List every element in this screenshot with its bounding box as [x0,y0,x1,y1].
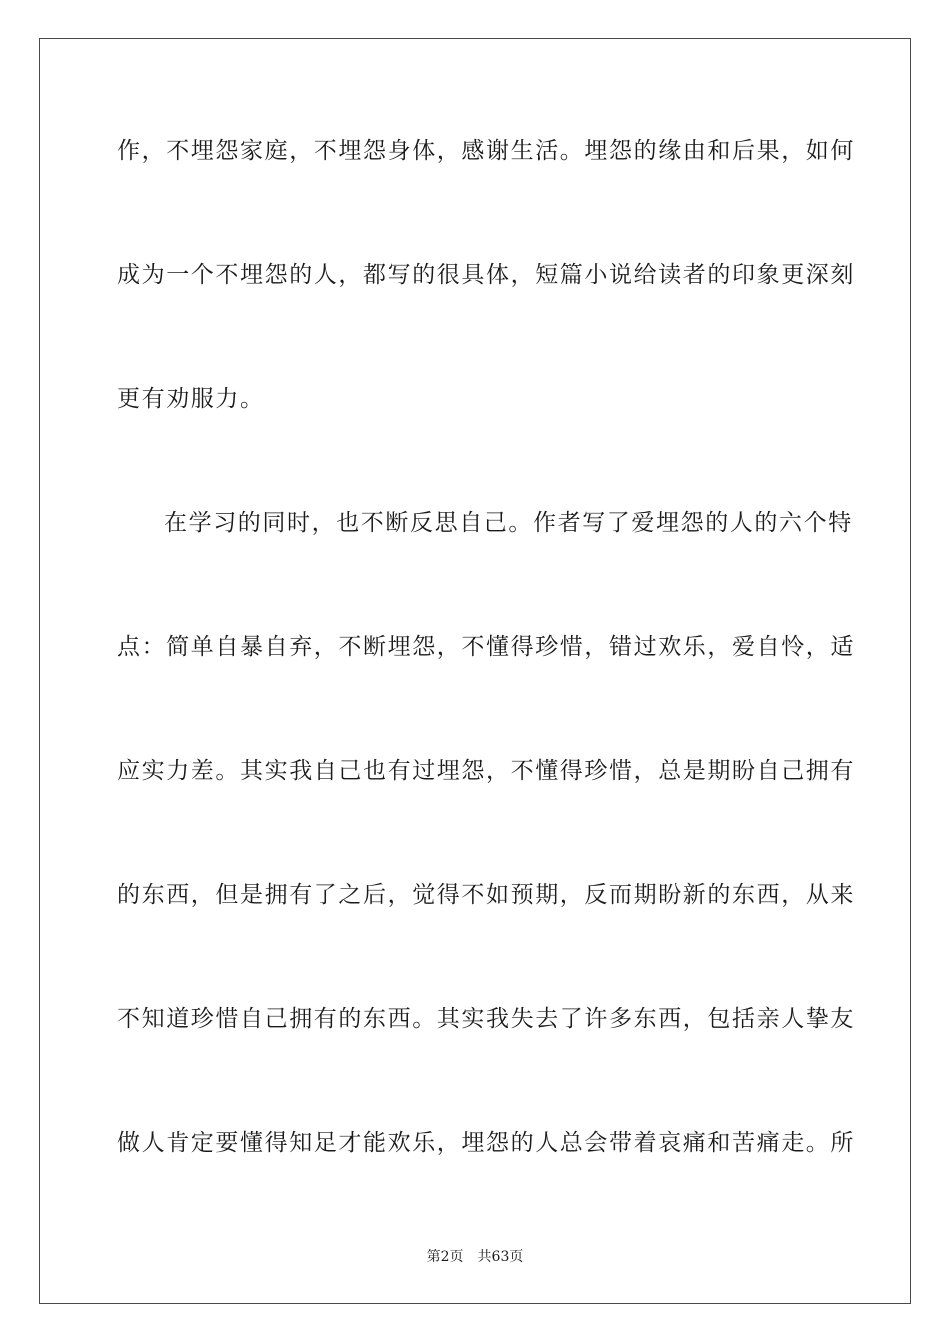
text-line: 作，不埋怨家庭，不埋怨身体，感谢生活。埋怨的缘由和后果，如何 [117,138,855,164]
page-number: 第2页 [426,1249,464,1265]
text-line: 更有劝服力。 [117,386,265,412]
text-line: 点：简单自暴自弃，不断埋怨，不懂得珍惜，错过欢乐，爱自怜，适 [117,634,855,660]
text-line: 不知道珍惜自己拥有的东西。其实我失去了许多东西，包括亲人挚友 [117,1006,855,1032]
page-footer [0,1248,950,1266]
text-line: 应实力差。其实我自己也有过埋怨，不懂得珍惜，总是期盼自己拥有 [117,758,855,784]
page-total: 共63页 [477,1249,524,1265]
text-line: 在学习的同时，也不断反思自己。作者写了爱埋怨的人的六个特 [164,510,853,536]
text-line: 成为一个不埋怨的人，都写的很具体，短篇小说给读者的印象更深刻 [117,262,855,288]
text-line: 做人肯定要懂得知足才能欢乐，埋怨的人总会带着哀痛和苦痛走。所 [117,1130,855,1156]
page-border [39,38,911,1304]
text-line: 的东西，但是拥有了之后，觉得不如预期，反而期盼新的东西，从来 [117,882,855,908]
